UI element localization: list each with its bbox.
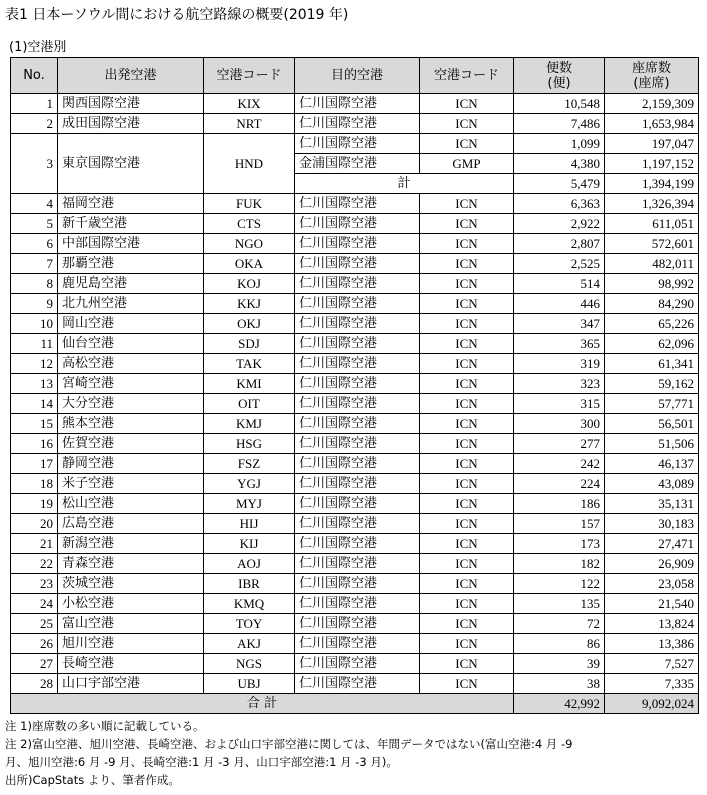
origin-airport: 北九州空港 <box>58 294 204 314</box>
table-row <box>11 194 699 214</box>
row-no: 18 <box>11 474 58 494</box>
origin-code: KMI <box>204 374 295 394</box>
origin-airport: 大分空港 <box>58 394 204 414</box>
origin-code: KMQ <box>204 594 295 614</box>
seats-value: 51,506 <box>605 434 699 454</box>
row-no: 2 <box>11 114 58 134</box>
origin-airport: 青森空港 <box>58 554 204 574</box>
footnotes <box>5 717 705 789</box>
header-flights <box>514 58 605 94</box>
table-subtitle: (1)空港別 <box>9 40 67 55</box>
seats-value: 2,159,309 <box>605 94 699 114</box>
origin-airport: 富山空港 <box>58 614 204 634</box>
destination-airport: 仁川国際空港 <box>295 654 420 674</box>
flights-value: 347 <box>514 314 605 334</box>
table-row <box>11 274 699 294</box>
destination-airport: 仁川国際空港 <box>295 294 420 314</box>
origin-airport: 那覇空港 <box>58 254 204 274</box>
destination-airport: 仁川国際空港 <box>295 94 420 114</box>
row-no: 15 <box>11 414 58 434</box>
origin-airport: 佐賀空港 <box>58 434 204 454</box>
seats-value: 197,047 <box>605 134 699 154</box>
destination-airport: 仁川国際空港 <box>295 274 420 294</box>
origin-airport: 高松空港 <box>58 354 204 374</box>
header-flights-unit: (便) <box>547 75 571 91</box>
origin-airport: 仙台空港 <box>58 334 204 354</box>
flights-value: 157 <box>514 514 605 534</box>
table-row-group <box>11 134 699 154</box>
header-destination: 目的空港 <box>295 58 420 94</box>
origin-code: AKJ <box>204 634 295 654</box>
destination-airport: 仁川国際空港 <box>295 454 420 474</box>
origin-code: NGO <box>204 234 295 254</box>
destination-airport: 仁川国際空港 <box>295 434 420 454</box>
origin-airport: 福岡空港 <box>58 194 204 214</box>
flights-value: 7,486 <box>514 114 605 134</box>
flights-value: 224 <box>514 474 605 494</box>
destination-code: ICN <box>420 394 514 414</box>
seats-value: 46,137 <box>605 454 699 474</box>
destination-code: ICN <box>420 334 514 354</box>
destination-airport: 仁川国際空港 <box>295 634 420 654</box>
origin-airport: 岡山空港 <box>58 314 204 334</box>
table-row <box>11 114 699 134</box>
destination-code: ICN <box>420 414 514 434</box>
flights-value: 323 <box>514 374 605 394</box>
flights-value: 10,548 <box>514 94 605 114</box>
table-row <box>11 414 699 434</box>
table-row <box>11 334 699 354</box>
destination-airport: 仁川国際空港 <box>295 334 420 354</box>
flights-value: 315 <box>514 394 605 414</box>
origin-airport: 広島空港 <box>58 514 204 534</box>
origin-airport: 松山空港 <box>58 494 204 514</box>
table-row <box>11 654 699 674</box>
header-row <box>11 58 699 94</box>
seats-value: 57,771 <box>605 394 699 414</box>
destination-code: ICN <box>420 654 514 674</box>
origin-airport: 東京国際空港 <box>58 134 204 194</box>
row-no: 23 <box>11 574 58 594</box>
seats-value: 1,197,152 <box>605 154 699 174</box>
table-row <box>11 294 699 314</box>
flights-value: 365 <box>514 334 605 354</box>
note-2-line-2: 月、旭川空港:6 月 -9 月、長崎空港:1 月 -3 月、山口宇部空港:1 月 -3 月)。 <box>5 755 398 769</box>
table-row <box>11 314 699 334</box>
seats-value: 30,183 <box>605 514 699 534</box>
total-label: 合 計 <box>11 694 514 714</box>
total-flights: 42,992 <box>514 694 605 714</box>
origin-code: TOY <box>204 614 295 634</box>
flights-value: 173 <box>514 534 605 554</box>
seats-value: 98,992 <box>605 274 699 294</box>
flights-value: 4,380 <box>514 154 605 174</box>
destination-airport: 仁川国際空港 <box>295 114 420 134</box>
flights-value: 277 <box>514 434 605 454</box>
seats-value: 13,824 <box>605 614 699 634</box>
destination-code: ICN <box>420 194 514 214</box>
origin-airport: 成田国際空港 <box>58 114 204 134</box>
flights-value: 72 <box>514 614 605 634</box>
seats-value: 61,341 <box>605 354 699 374</box>
origin-code: UBJ <box>204 674 295 694</box>
origin-airport: 新潟空港 <box>58 534 204 554</box>
note-2-line-1: 注 2)富山空港、旭川空港、長崎空港、および山口宇部空港に関しては、年間データではない(富山空港:4 月 -9 <box>5 737 573 751</box>
header-destination-code: 空港コード <box>420 58 514 94</box>
seats-value: 84,290 <box>605 294 699 314</box>
source-note: 出所)CapStats より、筆者作成。 <box>5 773 180 787</box>
subtotal-seats: 1,394,199 <box>605 174 699 194</box>
subtotal-flights: 5,479 <box>514 174 605 194</box>
row-no: 10 <box>11 314 58 334</box>
flights-value: 38 <box>514 674 605 694</box>
row-no: 13 <box>11 374 58 394</box>
destination-airport: 仁川国際空港 <box>295 594 420 614</box>
header-seats-label: 座席数 <box>631 60 671 76</box>
destination-airport: 仁川国際空港 <box>295 234 420 254</box>
flights-value: 300 <box>514 414 605 434</box>
row-no: 14 <box>11 394 58 414</box>
row-no: 20 <box>11 514 58 534</box>
destination-airport: 仁川国際空港 <box>295 554 420 574</box>
header-seats <box>605 58 699 94</box>
origin-code: HIJ <box>204 514 295 534</box>
destination-code: ICN <box>420 434 514 454</box>
seats-value: 1,326,394 <box>605 194 699 214</box>
origin-code: IBR <box>204 574 295 594</box>
destination-airport: 仁川国際空港 <box>295 414 420 434</box>
row-no: 11 <box>11 334 58 354</box>
table-row <box>11 434 699 454</box>
destination-code: ICN <box>420 254 514 274</box>
origin-code: MYJ <box>204 494 295 514</box>
origin-airport: 小松空港 <box>58 594 204 614</box>
origin-airport: 関西国際空港 <box>58 94 204 114</box>
destination-code: ICN <box>420 234 514 254</box>
destination-code: ICN <box>420 594 514 614</box>
flights-value: 122 <box>514 574 605 594</box>
airport-route-table <box>10 57 699 714</box>
row-no: 16 <box>11 434 58 454</box>
destination-airport: 仁川国際空港 <box>295 494 420 514</box>
seats-value: 21,540 <box>605 594 699 614</box>
destination-code: ICN <box>420 574 514 594</box>
destination-code: ICN <box>420 454 514 474</box>
table-row <box>11 214 699 234</box>
flights-value: 1,099 <box>514 134 605 154</box>
destination-code: ICN <box>420 614 514 634</box>
seats-value: 65,226 <box>605 314 699 334</box>
destination-code: ICN <box>420 214 514 234</box>
row-no: 8 <box>11 274 58 294</box>
origin-code: CTS <box>204 214 295 234</box>
table-row <box>11 634 699 654</box>
table-title: 表1 日本ーソウル間における航空路線の概要(2019 年) <box>5 7 349 23</box>
origin-airport: 静岡空港 <box>58 454 204 474</box>
table-row <box>11 354 699 374</box>
destination-code: ICN <box>420 374 514 394</box>
origin-airport: 新千歳空港 <box>58 214 204 234</box>
destination-airport: 仁川国際空港 <box>295 614 420 634</box>
destination-code: ICN <box>420 274 514 294</box>
flights-value: 446 <box>514 294 605 314</box>
seats-value: 23,058 <box>605 574 699 594</box>
table-row <box>11 594 699 614</box>
origin-airport: 宮崎空港 <box>58 374 204 394</box>
table-row <box>11 254 699 274</box>
origin-airport: 山口宇部空港 <box>58 674 204 694</box>
row-no: 27 <box>11 654 58 674</box>
flights-value: 514 <box>514 274 605 294</box>
row-no: 12 <box>11 354 58 374</box>
seats-value: 27,471 <box>605 534 699 554</box>
destination-airport: 仁川国際空港 <box>295 194 420 214</box>
table-row <box>11 94 699 114</box>
row-no: 22 <box>11 554 58 574</box>
row-no: 19 <box>11 494 58 514</box>
table-row <box>11 394 699 414</box>
flights-value: 242 <box>514 454 605 474</box>
origin-code: KIX <box>204 94 295 114</box>
seats-value: 572,601 <box>605 234 699 254</box>
destination-code: ICN <box>420 314 514 334</box>
destination-airport: 仁川国際空港 <box>295 214 420 234</box>
total-row <box>11 694 699 714</box>
destination-airport: 仁川国際空港 <box>295 254 420 274</box>
origin-code: KKJ <box>204 294 295 314</box>
destination-airport: 金浦国際空港 <box>295 154 420 174</box>
table-row <box>11 614 699 634</box>
origin-airport: 米子空港 <box>58 474 204 494</box>
row-no: 7 <box>11 254 58 274</box>
origin-airport: 熊本空港 <box>58 414 204 434</box>
origin-code: YGJ <box>204 474 295 494</box>
table-row <box>11 554 699 574</box>
origin-code: KMJ <box>204 414 295 434</box>
header-no: No. <box>11 58 58 94</box>
table-row <box>11 474 699 494</box>
flights-value: 319 <box>514 354 605 374</box>
origin-airport: 旭川空港 <box>58 634 204 654</box>
row-no: 26 <box>11 634 58 654</box>
seats-value: 26,909 <box>605 554 699 574</box>
row-no: 1 <box>11 94 58 114</box>
destination-airport: 仁川国際空港 <box>295 374 420 394</box>
origin-code: SDJ <box>204 334 295 354</box>
note-1: 注 1)座席数の多い順に記載している。 <box>5 719 205 733</box>
header-origin-code: 空港コード <box>204 58 295 94</box>
row-no: 17 <box>11 454 58 474</box>
row-no: 4 <box>11 194 58 214</box>
seats-value: 62,096 <box>605 334 699 354</box>
header-seats-unit: (座席) <box>633 75 670 91</box>
row-no: 6 <box>11 234 58 254</box>
row-no: 21 <box>11 534 58 554</box>
row-no: 3 <box>11 134 58 194</box>
destination-code: ICN <box>420 554 514 574</box>
origin-code: OIT <box>204 394 295 414</box>
flights-value: 182 <box>514 554 605 574</box>
destination-code: ICN <box>420 674 514 694</box>
seats-value: 43,089 <box>605 474 699 494</box>
flights-value: 2,525 <box>514 254 605 274</box>
seats-value: 7,527 <box>605 654 699 674</box>
origin-code: KOJ <box>204 274 295 294</box>
table-row <box>11 534 699 554</box>
flights-value: 6,363 <box>514 194 605 214</box>
subtotal-label: 計 <box>295 174 514 194</box>
origin-code: KIJ <box>204 534 295 554</box>
destination-code: ICN <box>420 294 514 314</box>
table-row <box>11 494 699 514</box>
row-no: 5 <box>11 214 58 234</box>
flights-value: 2,807 <box>514 234 605 254</box>
destination-code: ICN <box>420 534 514 554</box>
origin-code: OKA <box>204 254 295 274</box>
header-origin: 出発空港 <box>58 58 204 94</box>
seats-value: 482,011 <box>605 254 699 274</box>
seats-value: 1,653,984 <box>605 114 699 134</box>
destination-airport: 仁川国際空港 <box>295 394 420 414</box>
seats-value: 59,162 <box>605 374 699 394</box>
origin-code: OKJ <box>204 314 295 334</box>
row-no: 24 <box>11 594 58 614</box>
destination-airport: 仁川国際空港 <box>295 574 420 594</box>
seats-value: 13,386 <box>605 634 699 654</box>
destination-code: ICN <box>420 634 514 654</box>
flights-value: 135 <box>514 594 605 614</box>
destination-code: ICN <box>420 354 514 374</box>
flights-value: 186 <box>514 494 605 514</box>
total-seats: 9,092,024 <box>605 694 699 714</box>
origin-code: FSZ <box>204 454 295 474</box>
row-no: 9 <box>11 294 58 314</box>
origin-code: NGS <box>204 654 295 674</box>
seats-value: 35,131 <box>605 494 699 514</box>
flights-value: 39 <box>514 654 605 674</box>
row-no: 25 <box>11 614 58 634</box>
origin-airport: 茨城空港 <box>58 574 204 594</box>
header-flights-label: 便数 <box>545 60 572 76</box>
destination-code: ICN <box>420 494 514 514</box>
destination-airport: 仁川国際空港 <box>295 534 420 554</box>
destination-airport: 仁川国際空港 <box>295 514 420 534</box>
destination-code: ICN <box>420 134 514 154</box>
destination-airport: 仁川国際空港 <box>295 474 420 494</box>
origin-code: HND <box>204 134 295 194</box>
origin-code: NRT <box>204 114 295 134</box>
table-row <box>11 674 699 694</box>
seats-value: 56,501 <box>605 414 699 434</box>
flights-value: 2,922 <box>514 214 605 234</box>
destination-code: ICN <box>420 114 514 134</box>
destination-code: GMP <box>420 154 514 174</box>
row-no: 28 <box>11 674 58 694</box>
origin-code: TAK <box>204 354 295 374</box>
table-row <box>11 374 699 394</box>
origin-airport: 中部国際空港 <box>58 234 204 254</box>
origin-code: HSG <box>204 434 295 454</box>
flights-value: 86 <box>514 634 605 654</box>
seats-value: 611,051 <box>605 214 699 234</box>
table-row <box>11 234 699 254</box>
origin-code: FUK <box>204 194 295 214</box>
destination-code: ICN <box>420 474 514 494</box>
destination-airport: 仁川国際空港 <box>295 314 420 334</box>
destination-airport: 仁川国際空港 <box>295 674 420 694</box>
table-row <box>11 454 699 474</box>
table-row <box>11 574 699 594</box>
destination-code: ICN <box>420 514 514 534</box>
destination-airport: 仁川国際空港 <box>295 134 420 154</box>
destination-code: ICN <box>420 94 514 114</box>
destination-airport: 仁川国際空港 <box>295 354 420 374</box>
origin-code: AOJ <box>204 554 295 574</box>
seats-value: 7,335 <box>605 674 699 694</box>
origin-airport: 長崎空港 <box>58 654 204 674</box>
origin-airport: 鹿児島空港 <box>58 274 204 294</box>
table-row <box>11 514 699 534</box>
